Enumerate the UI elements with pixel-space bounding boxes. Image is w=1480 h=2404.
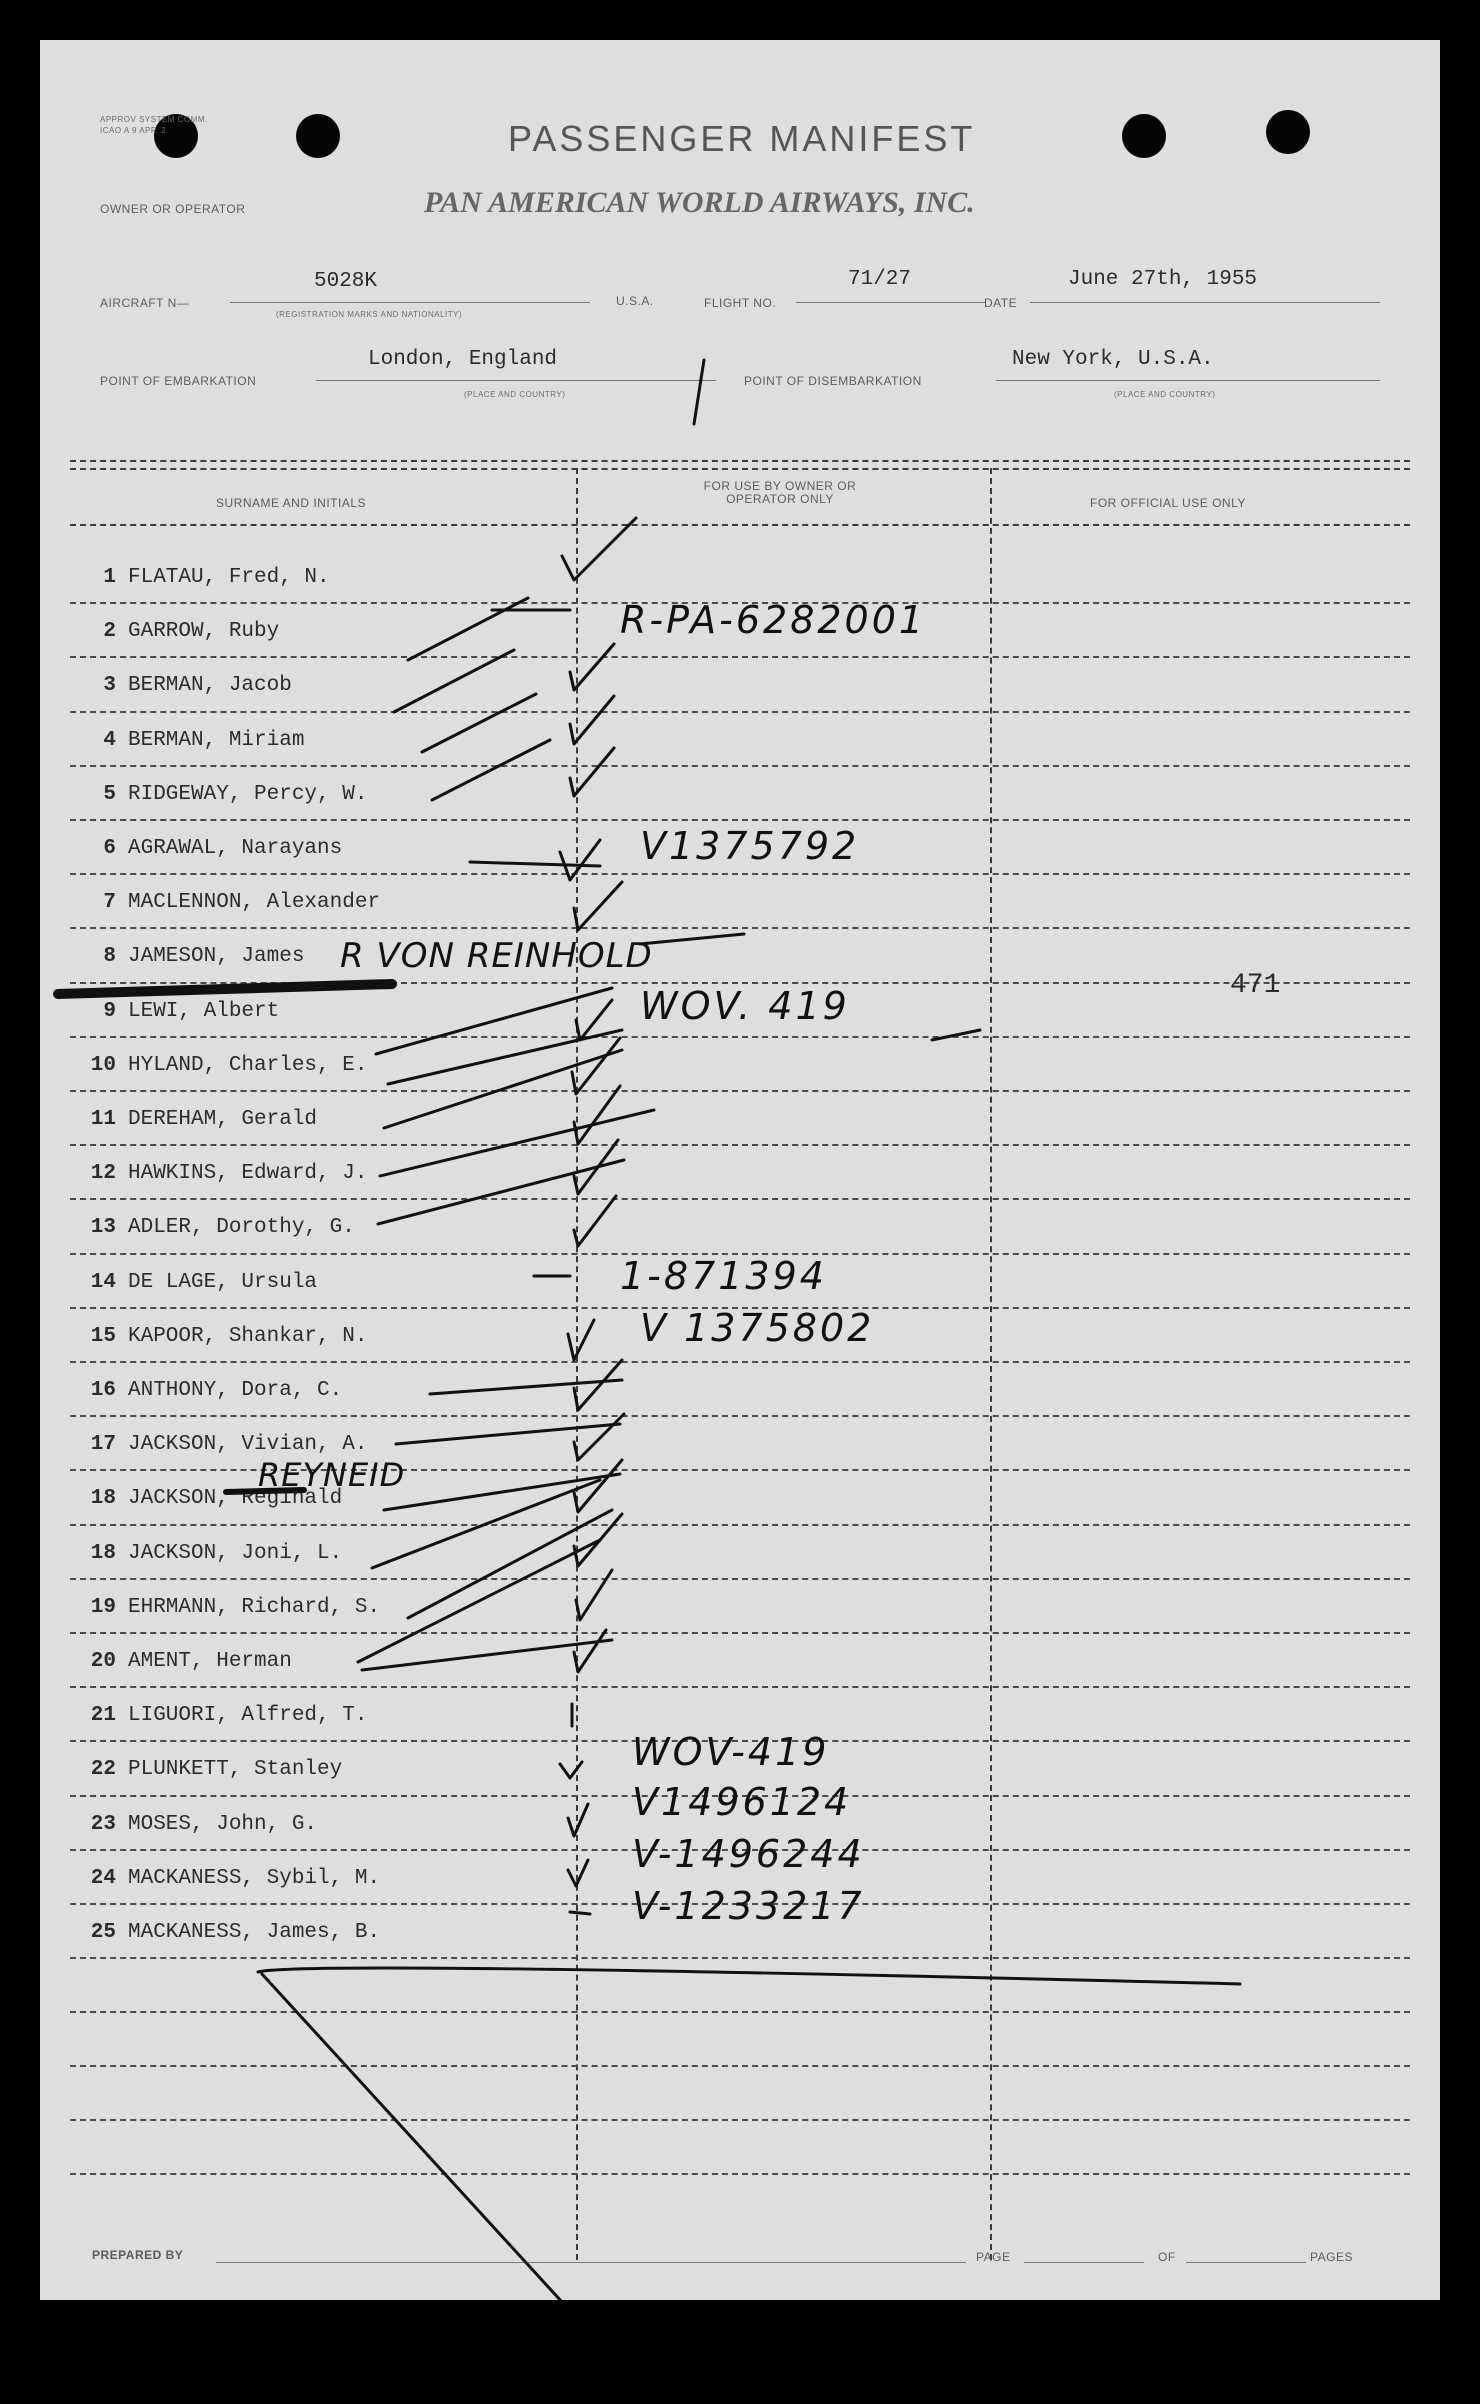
passenger-number: 23 [90,1812,116,1836]
passenger-number: 10 [90,1053,116,1077]
annotation-lewi: WOV. 419 [640,984,850,1028]
embark-value: London, England [368,348,558,371]
passenger-name: DEREHAM, Gerald [128,1108,318,1131]
punch-hole [296,114,340,158]
annotation-lewi-official: 471 [1230,970,1281,1001]
row-divider [70,2173,1410,2175]
annotation-sybil: V-1496244 [632,1832,865,1876]
passenger-number: 15 [90,1324,116,1348]
passenger-number: 18 [90,1541,116,1565]
flight-value: 71/27 [848,268,912,291]
passenger-name: JAMESON, James [128,945,305,969]
of-label: OF [1158,2250,1176,2264]
passenger-row [82,837,342,860]
passenger-number: 4 [103,728,116,752]
prepared-label: PREPARED BY [92,2248,184,2262]
passenger-name: ANTHONY, Dora, C. [128,1379,343,1402]
row-divider [70,2011,1410,2013]
passenger-row [82,1596,380,1619]
passenger-number: 11 [90,1108,116,1131]
approval-note: APPROV SYSTEM COMM. ICAO A 9 APP. 2 [100,115,208,135]
passenger-number: 24 [90,1866,116,1890]
manifest-sheet [40,40,1440,2300]
passenger-row [82,1000,279,1023]
passenger-number: 3 [103,674,116,698]
row-divider [70,2065,1410,2067]
passenger-row [82,1650,292,1673]
passenger-row [82,945,304,968]
passenger-number: 1 [103,566,116,589]
row-divider [70,1578,1410,1580]
passenger-name: MACLENNON, Alexander [128,891,381,915]
passenger-name: LIGUORI, Alfred, T. [128,1704,368,1728]
annotation-agrawal: V1375792 [640,824,860,868]
annotation-kapoor: V 1375802 [640,1306,875,1350]
row-divider [70,1524,1410,1526]
disembark-label: POINT OF DISEMBARKATION [744,374,922,388]
passenger-number: 17 [90,1433,116,1457]
row-divider [70,1957,1410,1959]
passenger-number: 12 [90,1162,116,1186]
passenger-name: ADLER, Dorothy, G. [128,1216,355,1240]
column-owner: FOR USE BY OWNER OR OPERATOR ONLY [703,479,857,506]
passenger-row [82,1542,342,1565]
passenger-row [82,783,367,806]
passenger-number: 19 [90,1595,116,1619]
annotation-james: V-1233217 [632,1884,865,1928]
passenger-number: 22 [90,1758,116,1782]
passenger-name: HAWKINS, Edward, J. [128,1162,368,1186]
airline-name: PAN AMERICAN WORLD AIRWAYS, INC. [424,186,975,219]
passenger-row [82,1704,367,1727]
passenger-row [82,1433,367,1456]
row-divider [70,1686,1410,1688]
passenger-row [82,1108,317,1131]
registration-caption: (REGISTRATION MARKS AND NATIONALITY) [276,310,463,319]
page-title: PASSENGER MANIFEST [508,118,976,159]
passenger-name: MACKANESS, James, B. [128,1921,381,1944]
row-divider [70,1415,1410,1417]
disembark-place-caption: (PLACE AND COUNTRY) [1114,390,1216,399]
aircraft-value: 5028K [314,270,378,293]
date-value: June 27th, 1955 [1068,268,1258,291]
row-divider [70,656,1410,658]
passenger-number: 25 [90,1921,116,1944]
passenger-name: EHRMANN, Richard, S. [128,1595,381,1619]
passenger-number: 6 [103,837,116,860]
passenger-name: AMENT, Herman [128,1650,292,1673]
passenger-name: JACKSON, Vivian, A. [128,1433,368,1457]
passenger-row [82,1867,380,1890]
passenger-name: MACKANESS, Sybil, M. [128,1866,381,1890]
passenger-number: 13 [90,1216,116,1240]
passenger-number: 7 [103,891,116,915]
aircraft-label: AIRCRAFT N— [100,296,190,310]
passenger-number: 8 [103,945,116,969]
passenger-name: BERMAN, Miriam [128,728,305,752]
passenger-name: MOSES, John, G. [128,1812,318,1836]
passenger-number: 9 [103,999,116,1023]
passenger-row [82,1216,355,1239]
owner-label: OWNER OR OPERATOR [100,202,246,216]
column-official: FOR OFFICIAL USE ONLY [1090,496,1246,510]
passenger-row [82,1271,317,1294]
passenger-row [82,1325,367,1348]
passenger-name: JACKSON, Joni, L. [128,1541,343,1565]
passenger-row [82,1813,317,1836]
row-divider [70,765,1410,767]
row-divider [70,1361,1410,1363]
passenger-name: AGRAWAL, Narayans [128,837,343,860]
passenger-row [82,566,330,589]
page-label: PAGE [976,2250,1011,2264]
disembark-value: New York, U.S.A. [1012,348,1214,371]
passenger-row [82,1758,342,1781]
passenger-name: BERMAN, Jacob [128,674,292,698]
usa-label: U.S.A. [616,294,654,308]
row-divider [70,1632,1410,1634]
annotation-moses: V1496124 [632,1780,852,1824]
embark-label: POINT OF EMBARKATION [100,374,257,388]
punch-hole [1266,110,1310,154]
annotation-jameson: R VON REINHOLD [340,936,653,976]
row-divider [70,927,1410,929]
row-divider [70,711,1410,713]
passenger-number: 16 [90,1379,116,1402]
passenger-name: GARROW, Ruby [128,620,280,644]
passenger-name: RIDGEWAY, Percy, W. [128,782,368,806]
row-divider [70,1036,1410,1038]
row-divider [70,2119,1410,2121]
row-divider [70,819,1410,821]
passenger-number: 21 [90,1704,116,1728]
row-divider [70,1198,1410,1200]
column-surname: SURNAME AND INITIALS [216,496,367,510]
passenger-row [82,1379,342,1402]
passenger-name: KAPOOR, Shankar, N. [128,1324,368,1348]
passenger-name: LEWI, Albert [128,999,280,1023]
passenger-row [82,674,292,697]
passenger-name: DE LAGE, Ursula [128,1270,318,1294]
passenger-row [82,1054,367,1077]
passenger-row [82,620,279,643]
passenger-name: FLATAU, Fred, N. [128,566,330,589]
embark-place-caption: (PLACE AND COUNTRY) [464,390,566,399]
passenger-name: HYLAND, Charles, E. [128,1053,368,1077]
passenger-row [82,1162,367,1185]
annotation-garrow: R-PA-6282001 [620,598,927,642]
passenger-number: 14 [90,1270,116,1294]
row-divider [70,1144,1410,1146]
passenger-row [82,729,304,752]
passenger-name: PLUNKETT, Stanley [128,1758,343,1782]
annotation-plunkett: WOV-419 [632,1730,830,1774]
annotation-delage: 1-871394 [620,1254,827,1298]
passenger-name: JACKSON, Reginald [128,1487,343,1511]
passenger-number: 18 [90,1487,116,1511]
row-divider [70,1090,1410,1092]
passenger-row [82,1921,380,1944]
flight-label: FLIGHT NO. [704,296,777,310]
annotation-jackson: REYNEID [258,1456,406,1494]
row-divider [70,873,1410,875]
punch-hole [1122,114,1166,158]
pages-label: PAGES [1310,2250,1353,2264]
passenger-number: 20 [90,1650,116,1673]
date-label: DATE [984,296,1018,310]
passenger-row [82,891,380,914]
passenger-number: 5 [103,782,116,806]
passenger-number: 2 [103,620,116,644]
